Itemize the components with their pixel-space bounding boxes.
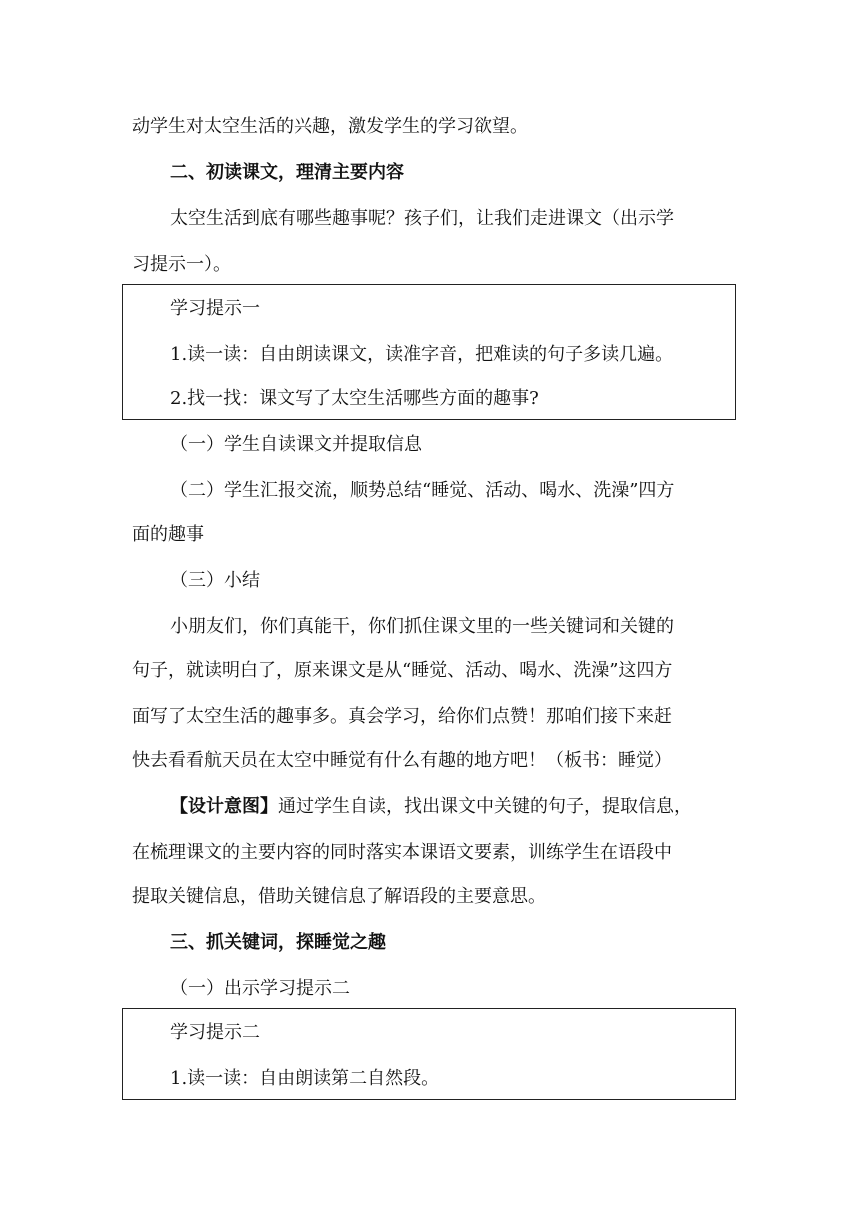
paragraph-line: 面的趣事 (132, 524, 204, 545)
design-intent-line (170, 794, 860, 820)
paragraph-line: 提取关键信息，借助关键信息了解语段的主要意思。 (132, 886, 546, 907)
paragraph-line: 动学生对太空生活的兴趣，激发学生的学习欲望。 (132, 116, 528, 137)
study-tip-title: 学习提示二 (170, 1022, 260, 1043)
paragraph-line: 太空生活到底有哪些趣事呢？孩子们，让我们走进课文（出示学 (170, 208, 674, 229)
study-tip-item: 1.读一读：自由朗读第二自然段。 (170, 1068, 440, 1089)
sub-item: （二）学生汇报交流，顺势总结“睡觉、活动、喝水、洗澡”四方 (170, 480, 675, 501)
design-intent-text: 通过学生自读，找出课文中关键的句子，提取信息， (278, 796, 692, 817)
design-intent-label: 【设计意图】 (170, 796, 278, 817)
section-heading-2: 二、初读课文，理清主要内容 (170, 162, 404, 183)
study-tip-item: 1.读一读：自由朗读课文，读准字音，把难读的句子多读几遍。 (170, 344, 674, 365)
study-tip-item: 2.找一找：课文写了太空生活哪些方面的趣事? (170, 388, 539, 409)
sub-item: （一）学生自读课文并提取信息 (170, 434, 422, 455)
section-heading-3: 三、抓关键词，探睡觉之趣 (170, 932, 386, 953)
sub-item: （一）出示学习提示二 (170, 978, 350, 999)
paragraph-line: 在梳理课文的主要内容的同时落实本课语文要素，训练学生在语段中 (132, 842, 672, 863)
paragraph-line: 句子，就读明白了，原来课文是从“睡觉、活动、喝水、洗澡”这四方 (132, 660, 673, 681)
paragraph-line: 面写了太空生活的趣事多。真会学习，给你们点赞！那咱们接下来赶 (132, 706, 672, 727)
study-tip-title: 学习提示一 (170, 298, 260, 319)
paragraph-line: 快去看看航天员在太空中睡觉有什么有趣的地方吧！（板书：睡觉） (132, 750, 672, 771)
paragraph-line: 习提示一）。 (132, 254, 231, 275)
sub-item: （三）小结 (170, 570, 260, 591)
paragraph-line: 小朋友们，你们真能干，你们抓住课文里的一些关键词和关键的 (170, 616, 674, 637)
